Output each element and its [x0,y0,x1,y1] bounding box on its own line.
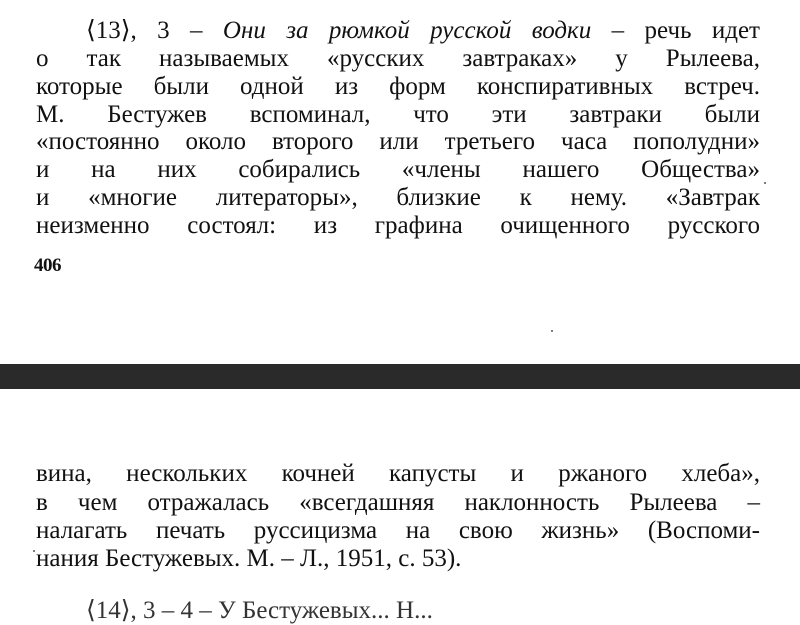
text-line: в чем отражалась «всегдашняя наклонность Рылеева – [36,489,760,516]
cut-off-text-line: ⟨14⟩, 3 – 4 – У Бестужевых... Н... [86,597,433,624]
scan-speck [551,330,553,332]
note-number: ⟨13⟩, 3 – [86,17,223,44]
text-line: которые были одной из форм конспиративных встреч. [36,73,760,100]
text-line: «постоянно около второго или третьего часа пополудни» [36,128,760,155]
text-line [86,17,760,45]
page-number: 406 [34,255,61,276]
page-separator [0,364,800,389]
text-line: нания Бестужевых. М. – Л., 1951, с. 53). [36,545,462,572]
quoted-phrase: Они за рюмкой русской водки [222,17,592,44]
text-line: о так называемых «русских завтраках» у Рылеева, [36,45,760,72]
text-line: налагать печать руссицизма на свою жизнь» (Воспоми- [36,517,760,544]
text-line: и «многие литераторы», близкие к нему. «Завтрак [36,184,760,211]
text-line: и на них собирались «члены нашего Общества» [36,156,760,183]
scan-speck [33,550,35,552]
scan-speck [764,182,766,184]
text-line: вина, нескольких кочней капусты и ржаного хлеба», [36,460,760,487]
text-line: неизменно состоял: из графина очищенного русского [36,212,760,239]
page-407 [0,389,800,624]
text-line: М. Бестужев вспоминал, что эти завтраки были [36,101,760,128]
text-span: – речь идет [591,17,760,44]
